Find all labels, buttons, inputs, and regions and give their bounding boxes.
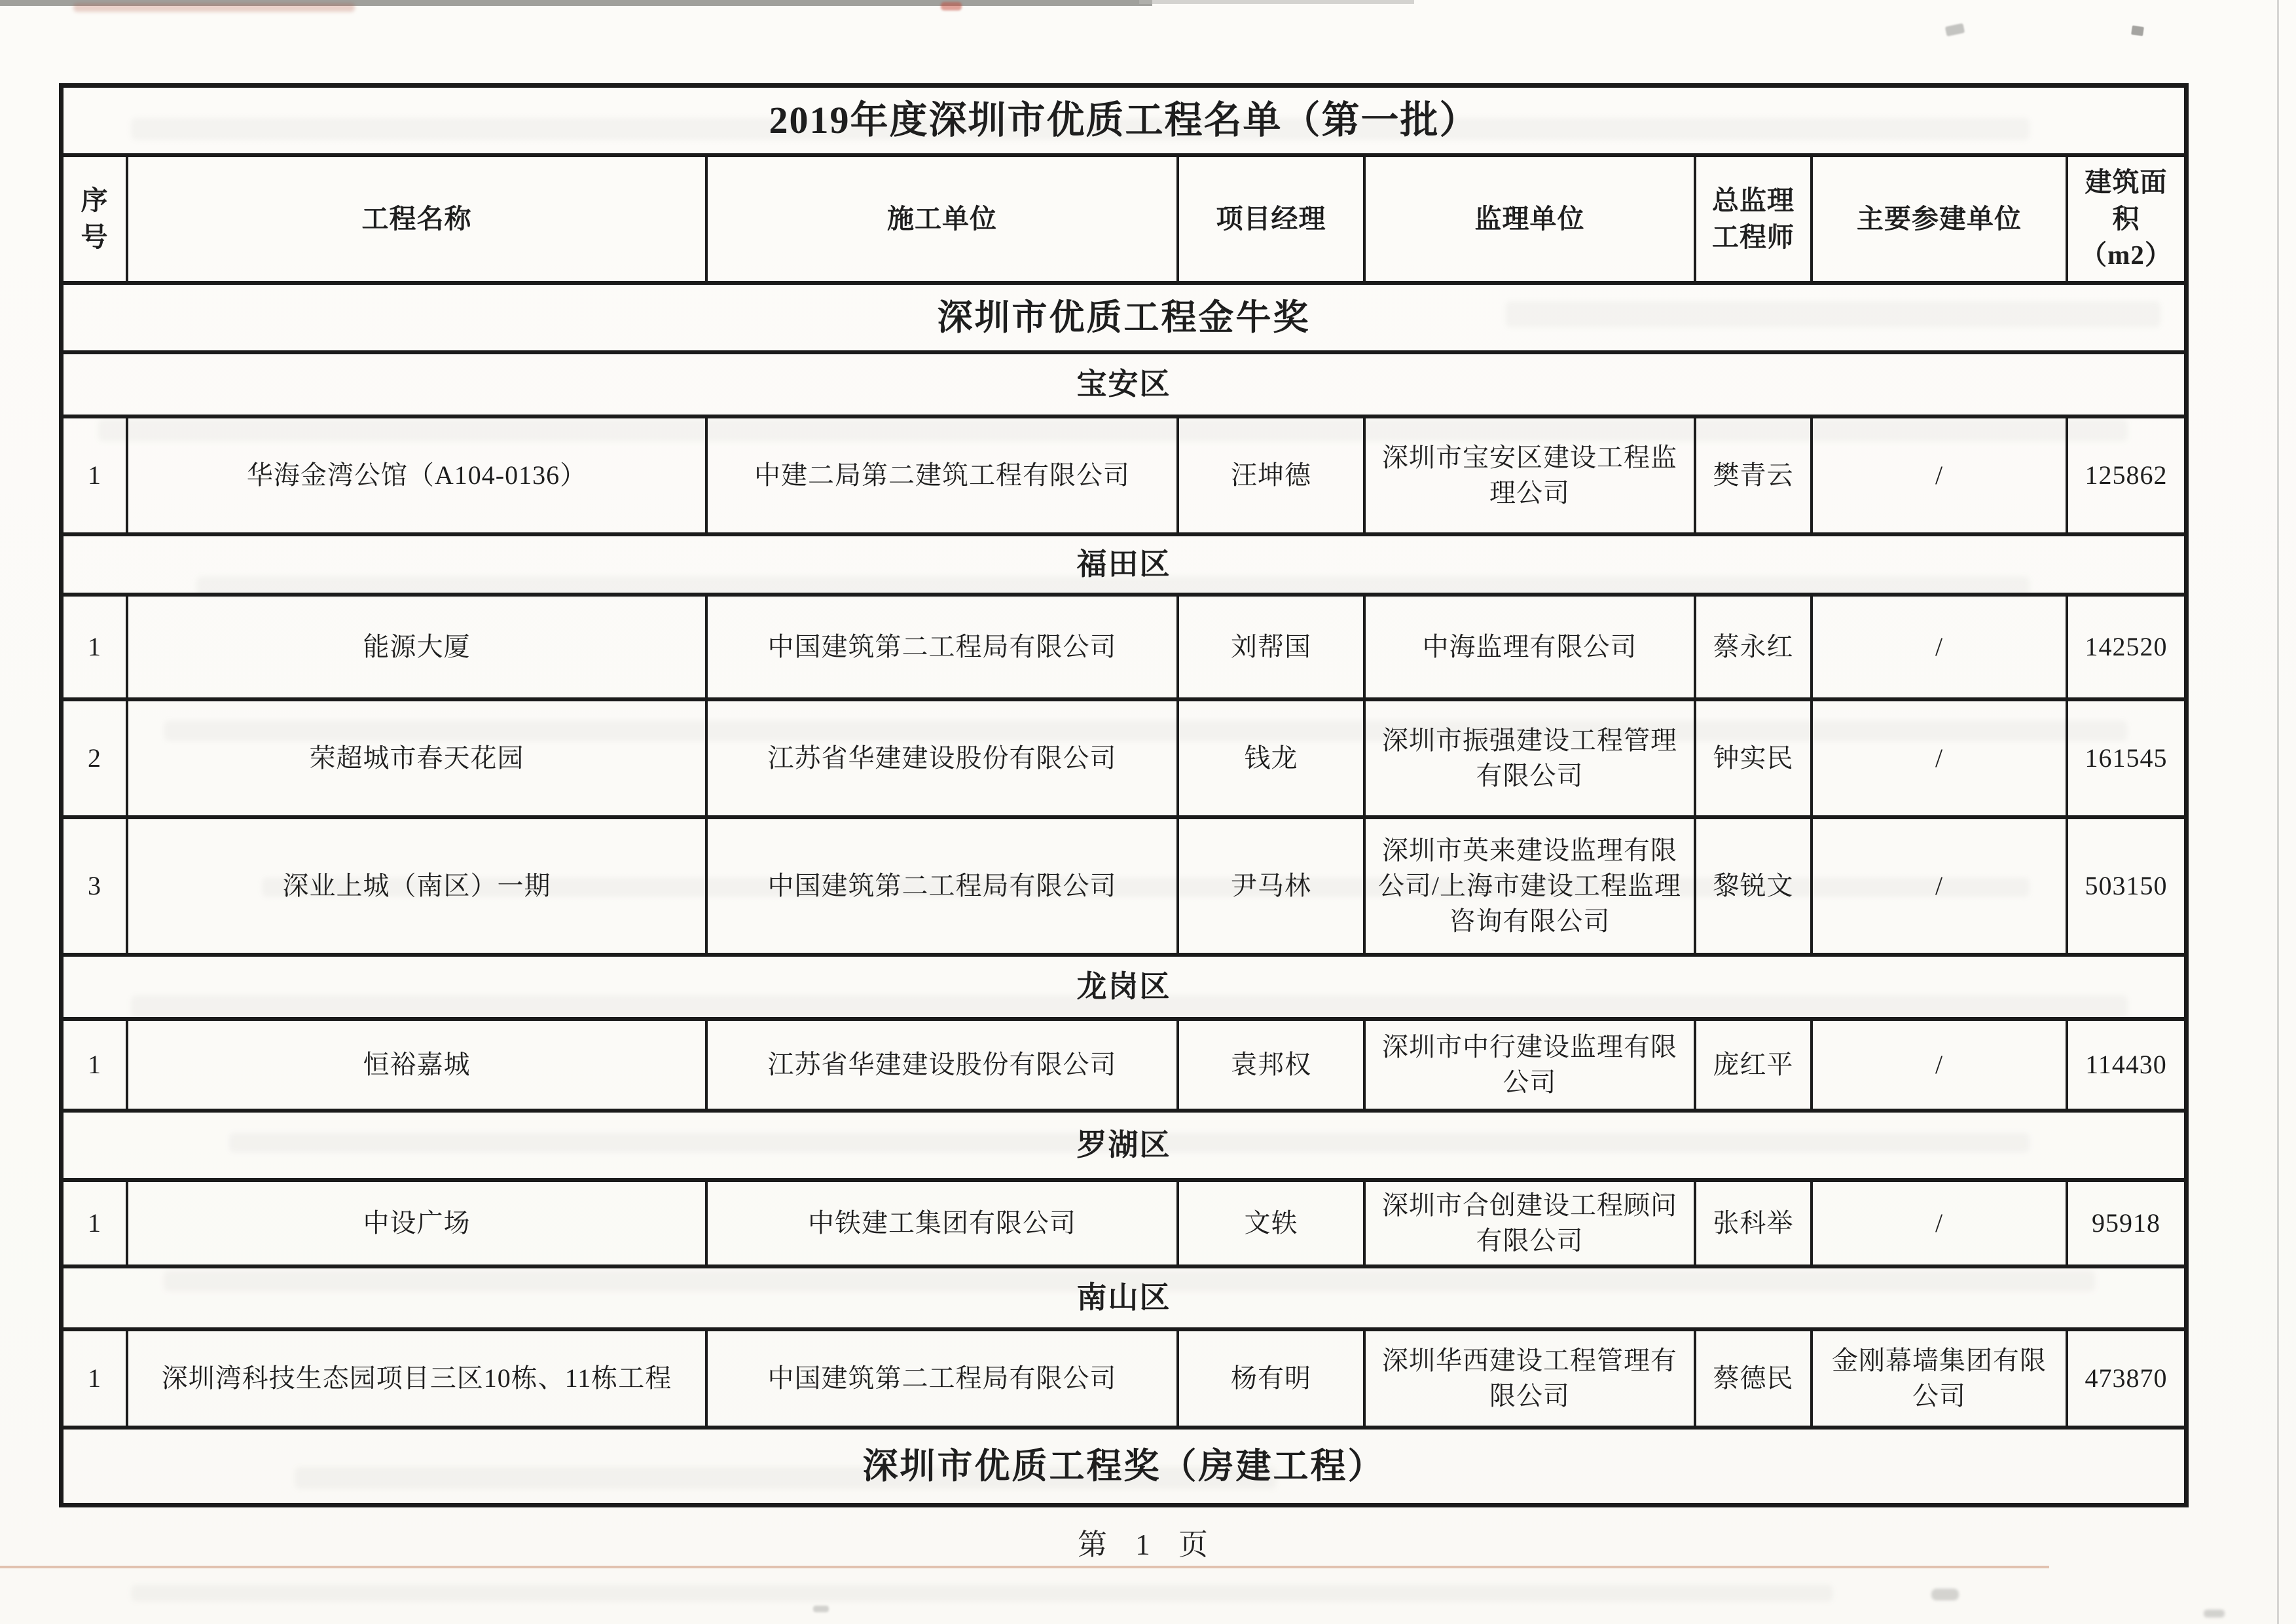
cell-participants: / [1810, 819, 2066, 953]
section-header-row [64, 281, 2184, 350]
cell-area: 125862 [2066, 418, 2184, 532]
column-header-chief-engineer: 总监理工程师 [1694, 157, 1810, 281]
cell-participants: 金刚幕墙集团有限公司 [1810, 1331, 2066, 1426]
scan-edge-artifact [2277, 0, 2279, 1624]
cell-supervision-unit: 深圳华西建设工程管理有限公司 [1363, 1331, 1694, 1426]
pencil-mark [2131, 26, 2144, 36]
cell-chief-engineer: 张科举 [1694, 1182, 1810, 1264]
cell-contractor: 中国建筑第二工程局有限公司 [705, 597, 1176, 697]
district-name: 罗湖区 [1076, 1128, 1171, 1162]
column-header-no: 序号 [81, 185, 109, 252]
cell-project-name: 荣超城市春天花园 [126, 701, 705, 815]
table-row [64, 815, 2184, 953]
cell-supervision-unit: 深圳市中行建设监理有限公司 [1363, 1021, 1694, 1109]
red-ink-mark [941, 2, 962, 10]
cell-participants: / [1810, 418, 2066, 532]
cell-manager: 袁邦权 [1176, 1021, 1363, 1109]
cell-supervision-unit: 深圳市振强建设工程管理有限公司 [1363, 701, 1694, 815]
cell-contractor: 中国建筑第二工程局有限公司 [705, 1331, 1176, 1426]
cell-participants: / [1810, 1182, 2066, 1264]
cell-chief-engineer: 蔡永红 [1694, 597, 1810, 697]
cell-area: 95918 [2066, 1182, 2184, 1264]
section-title: 深圳市优质工程奖（房建工程） [862, 1446, 1385, 1486]
cell-manager: 刘帮国 [1176, 597, 1363, 697]
table-row [64, 697, 2184, 815]
district-header-row [64, 350, 2184, 415]
cell-area: 503150 [2066, 819, 2184, 953]
cell-area: 142520 [2066, 597, 2184, 697]
column-header-manager: 项目经理 [1176, 157, 1363, 281]
cell-supervision-unit: 深圳市合创建设工程顾问有限公司 [1363, 1182, 1694, 1264]
section-title: 深圳市优质工程金牛奖 [937, 297, 1311, 337]
cell-manager: 尹马林 [1176, 819, 1363, 953]
district-header-row [64, 1109, 2184, 1178]
cell-area: 161545 [2066, 701, 2184, 815]
cell-manager: 文轶 [1176, 1182, 1363, 1264]
scan-edge-artifact [1139, 0, 1414, 4]
cell-contractor: 江苏省华建建设股份有限公司 [705, 701, 1176, 815]
column-header-contractor: 施工单位 [705, 157, 1176, 281]
district-header-row [64, 1264, 2184, 1327]
cell-contractor: 中铁建工集团有限公司 [705, 1182, 1176, 1264]
cell-no: 1 [88, 1208, 101, 1238]
district-name: 南山区 [1076, 1280, 1171, 1314]
column-header-participants: 主要参建单位 [1810, 157, 2066, 281]
district-name: 龙岗区 [1076, 969, 1171, 1003]
cell-no: 1 [88, 460, 101, 490]
column-header-project: 工程名称 [126, 157, 705, 281]
table-row [64, 593, 2184, 697]
cell-chief-engineer: 蔡德民 [1694, 1331, 1810, 1426]
cell-area: 473870 [2066, 1331, 2184, 1426]
cell-project-name: 中设广场 [126, 1182, 705, 1264]
smudge-artifact [2204, 1610, 2225, 1617]
cell-no: 2 [88, 743, 101, 773]
cell-contractor: 江苏省华建建设股份有限公司 [705, 1021, 1176, 1109]
table-title-row [64, 88, 2184, 153]
cell-manager: 汪坤德 [1176, 418, 1363, 532]
cell-participants: / [1810, 701, 2066, 815]
district-header-row [64, 532, 2184, 593]
cell-supervision-unit: 深圳市宝安区建设工程监理公司 [1363, 418, 1694, 532]
table-row [64, 1327, 2184, 1426]
cell-supervision-unit: 深圳市英来建设监理有限公司/上海市建设工程监理咨询有限公司 [1363, 819, 1694, 953]
cell-participants: / [1810, 597, 2066, 697]
district-name: 宝安区 [1076, 367, 1171, 401]
awards-table [59, 83, 2189, 1507]
district-name: 福田区 [1076, 547, 1171, 581]
cell-no: 1 [88, 1050, 101, 1079]
column-header-area: 建筑面积（m2） [2066, 157, 2184, 281]
cell-supervision-unit: 中海监理有限公司 [1363, 597, 1694, 697]
cell-chief-engineer: 黎锐文 [1694, 819, 1810, 953]
cell-project-name: 恒裕嘉城 [126, 1021, 705, 1109]
cell-manager: 杨有明 [1176, 1331, 1363, 1426]
cell-contractor: 中国建筑第二工程局有限公司 [705, 819, 1176, 953]
cell-project-name: 能源大厦 [126, 597, 705, 697]
smudge-artifact [813, 1606, 829, 1612]
red-ink-smudge [73, 3, 355, 12]
cell-participants: / [1810, 1021, 2066, 1109]
cell-project-name: 华海金湾公馆（A104-0136） [126, 418, 705, 532]
page-title: 2019年度深圳市优质工程名单（第一批） [769, 98, 1479, 141]
cell-project-name: 深业上城（南区）一期 [126, 819, 705, 953]
cell-chief-engineer: 樊青云 [1694, 418, 1810, 532]
pencil-mark [1945, 23, 1965, 36]
cell-manager: 钱龙 [1176, 701, 1363, 815]
page-number: 第 1 页 [1077, 1528, 1218, 1561]
cell-contractor: 中建二局第二建筑工程有限公司 [705, 418, 1176, 532]
bleed-through-artifact [131, 1585, 1833, 1602]
cell-chief-engineer: 庞红平 [1694, 1021, 1810, 1109]
table-header-row [64, 153, 2184, 281]
cell-no: 1 [88, 632, 101, 661]
cell-project-name: 深圳湾科技生态园项目三区10栋、11栋工程 [126, 1331, 705, 1426]
column-header-supervision: 监理单位 [1363, 157, 1694, 281]
section-header-row [64, 1426, 2184, 1503]
table-row [64, 1017, 2184, 1109]
cell-chief-engineer: 钟实民 [1694, 701, 1810, 815]
cell-no: 1 [88, 1363, 101, 1393]
scan-edge-artifact [0, 1566, 2049, 1568]
table-row [64, 1178, 2184, 1264]
district-header-row [64, 953, 2184, 1017]
table-row [64, 415, 2184, 532]
cell-no: 3 [88, 871, 101, 900]
smudge-artifact [1931, 1589, 1959, 1600]
cell-area: 114430 [2066, 1021, 2184, 1109]
